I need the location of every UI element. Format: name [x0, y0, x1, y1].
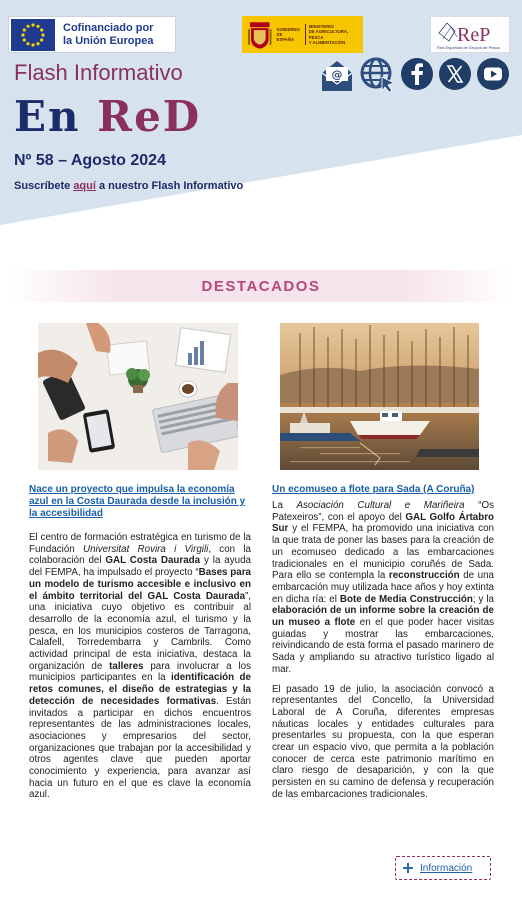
eu-flag-icon	[11, 19, 55, 51]
issue-number: Nº 58 – Agosto 2024	[14, 152, 166, 169]
flash-informativo-label: Flash Informativo	[14, 60, 183, 85]
section-title: DESTACADOS	[201, 277, 321, 295]
svg-text:ReP: ReP	[457, 24, 491, 46]
eu-logo-text: Cofinanciado por la Unión Europea	[63, 21, 154, 47]
x-icon[interactable]	[438, 57, 472, 91]
svg-text:@: @	[331, 68, 343, 81]
article-2-photo[interactable]	[280, 323, 479, 470]
subscribe-line: Suscríbete aquí a nuestro Flash Informativo	[14, 180, 244, 192]
facebook-icon[interactable]	[400, 57, 434, 91]
rep-logo-mark-icon	[437, 19, 505, 47]
spain-coat-of-arms-icon	[247, 20, 272, 50]
eu-cofunding-logo[interactable]	[8, 16, 176, 53]
info-button[interactable]	[395, 856, 491, 880]
ministry-logo-text: MINISTERIO DE AGRICULTURA, PESCA Y ALIMENTACIÓN	[305, 24, 363, 45]
article-2-title[interactable]: Un ecomuseo a flote para Sada (A Coruña)	[272, 484, 475, 495]
plus-icon	[402, 862, 414, 874]
rep-logo[interactable]	[430, 16, 510, 53]
web-icon[interactable]	[360, 57, 396, 93]
article-1-photo[interactable]	[38, 323, 238, 470]
subscribe-link[interactable]: aquí	[73, 180, 96, 192]
email-icon[interactable]	[320, 57, 354, 93]
info-button-label: Información	[420, 862, 473, 874]
government-logo[interactable]	[242, 16, 363, 53]
section-header	[8, 270, 514, 302]
article-1-body: El centro de formación estratégica en turismo de la Fundación Universitat Rovira i Virgili, con la colaboración del GAL Costa Daurada y la ayuda del FEMPA, ha impulsado el proyecto “Bases para un modelo de turismo accesible e inclusivo en el ámbito territorial del GAL Costa Daurada”, una iniciativa cuyo objetivo es contribuir al desarrollo de la economía azul, el turismo y la pesca, en los municipios costeros de Tarragona, Calafell, Torredembarra y Cambrils. Como actividad principal de esta iniciativa, destaca la organización de talleres para involucrar a los municipios participantes en la identificación de retos comunes, el diseño de estrategias y la detección de necesidades formativas. Están invitados a participar en dichos encuentros representantes de las administraciones locales, asociaciones y empresarios del sector, organizaciones que trabajan por la accesibilidad y otros agentes clave que pueden aportar conocimiento y experiencia, para avanzar así hacia un futuro en el que es clave la economía azul.	[29, 532, 251, 801]
rep-logo-subtitle: Red Española de Grupos de Pesca	[437, 45, 500, 50]
article-1-title[interactable]: Nace un proyecto que impulsa la economía azul en la Costa Daurada desde la inclusión y la accesibilidad	[29, 484, 246, 519]
youtube-icon[interactable]	[476, 57, 510, 91]
newsletter-title: En ReD	[14, 92, 202, 141]
article-2-body: La Asociación Cultural e Mariñeira “Os Patexeiros”, con el apoyo del GAL Golfo Ártabro Sur y el FEMPA, ha promovido una iniciativa con la que trata de poner las bases para la creación de un ecomuseo dedicado a las embarcaciones tradicionales en el municipio coruñés de Sada. Para ello se contempla la reconstrucción de una embarcación muy utilizada hace años y hoy extinta en dicha ría: el Bote de Media Construcción; y la elaboración de un informe sobre la creación de un museo a flote en el que poder hacer visitas guiadas y mostrar las embarcaciones, reivindicando de esta forma el pasado marinero de Sada y ampliando su atractivo turístico ligado al mar. El pasado 19 de julio, la asociación convocó a representantes del Concello, la Universidad Laboral de A Coruña, diferentes empresas náuticas locales y entidades culturales para presentarles su propuesta, con la que esperan crear un espacio vivo, que permita a la población conocer de cerca este patrimonio marítimo en claro riesgo de desaparición, y con la que persisten en su camino de defensa y recuperación de las embarcaciones tradicionales.	[272, 500, 494, 800]
government-logo-text: GOBIERNO DE ESPAÑA	[276, 26, 300, 43]
